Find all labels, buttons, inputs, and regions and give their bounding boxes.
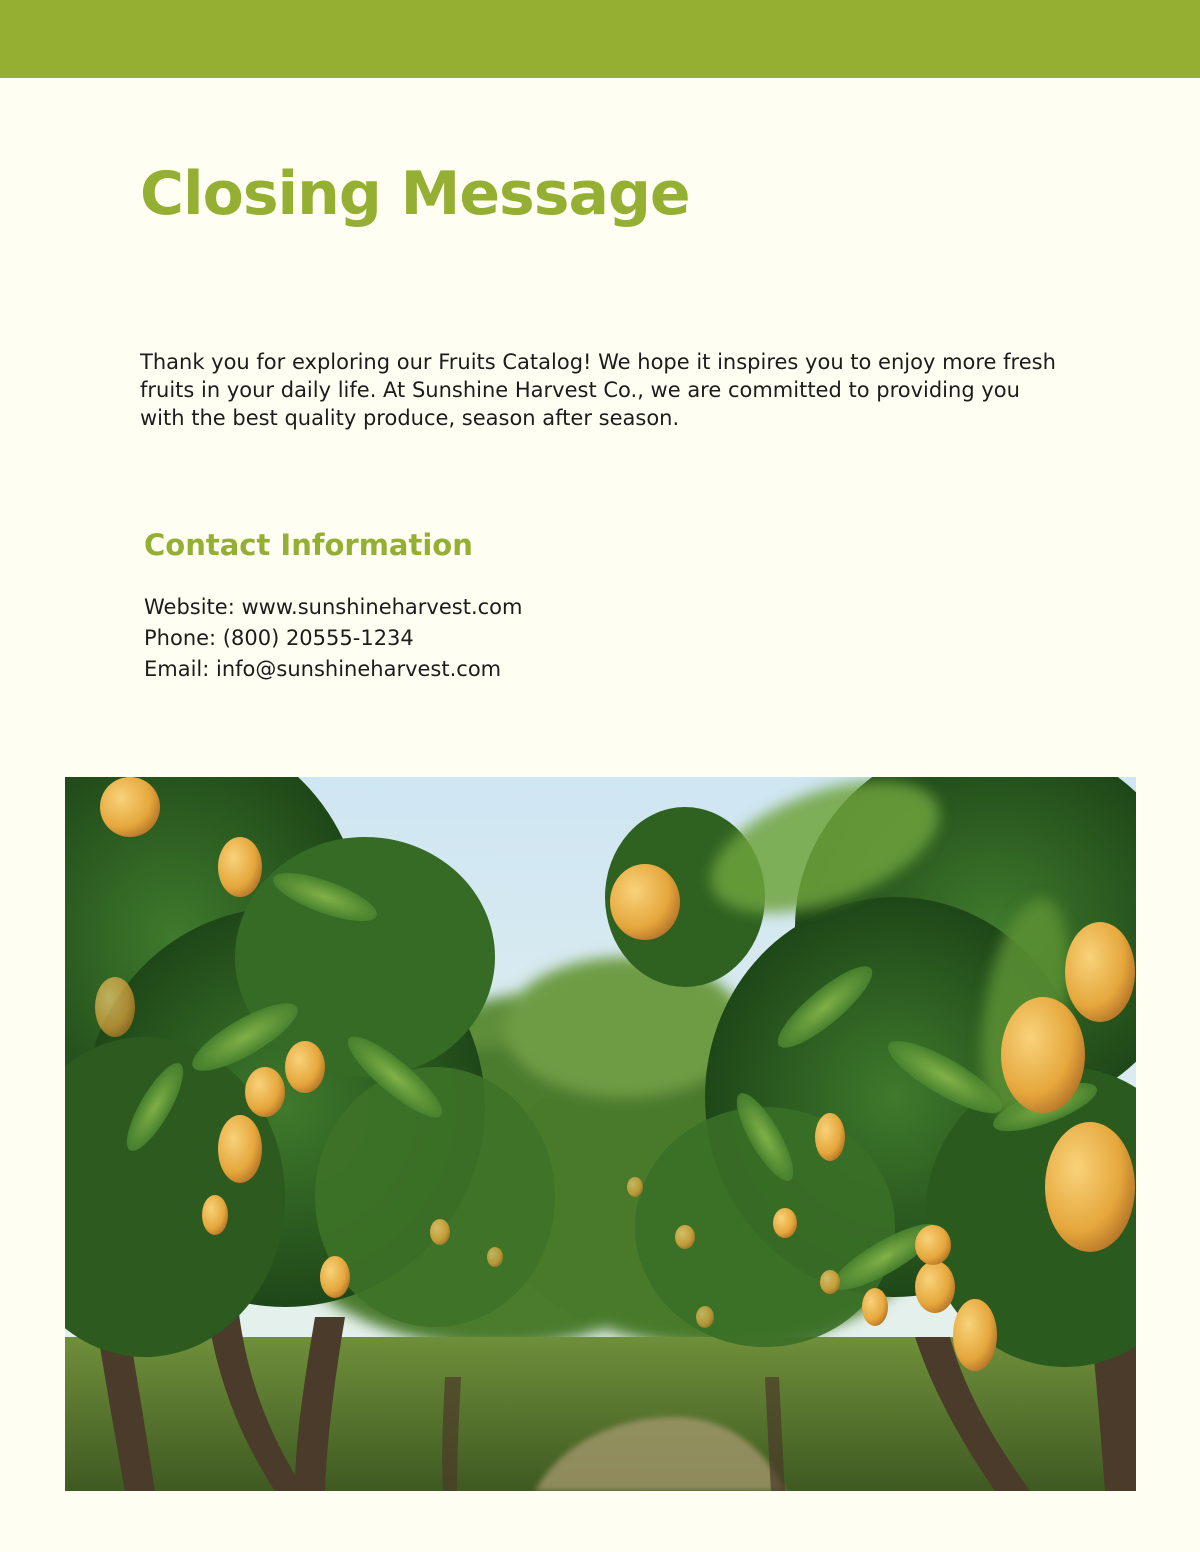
closing-paragraph: Thank you for exploring our Fruits Catalog! We hope it inspires you to enjoy more fresh fruits in your daily life. At Sunshine Harvest Co., we are committed to providing you with the best quality produce, season after season. [140,350,1056,430]
contact-details [144,592,522,685]
contact-website: Website: www.sunshineharvest.com [144,595,523,619]
contact-heading: Contact Information [144,528,473,562]
orchard-photo [65,777,1136,1491]
top-accent-bar [0,0,1200,78]
page-title: Closing Message [140,159,690,229]
contact-email: Email: info@sunshineharvest.com [144,657,502,681]
contact-phone: Phone: (800) 20555-1234 [144,626,414,650]
